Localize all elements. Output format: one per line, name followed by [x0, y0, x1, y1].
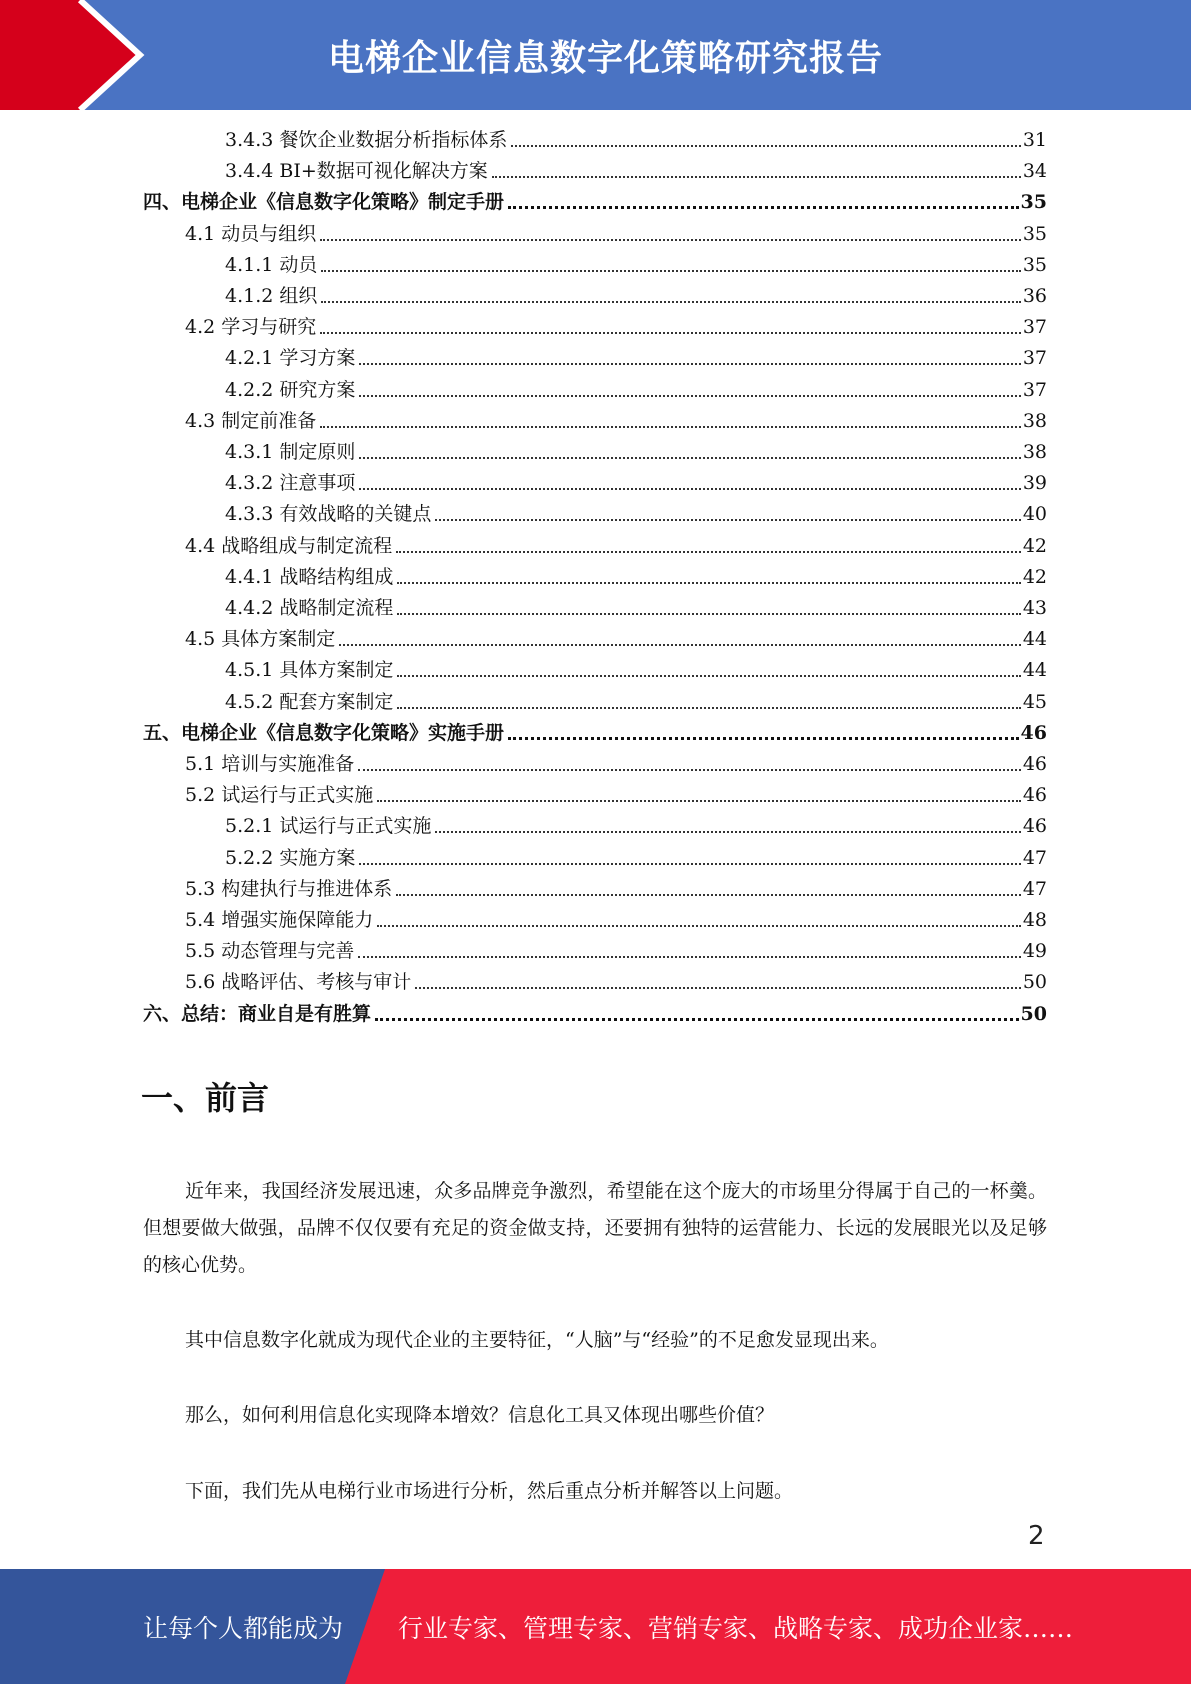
toc-entry-title: 4.3.1 制定原则 [225, 441, 356, 463]
page-number: 2 [1028, 1521, 1045, 1551]
toc-entry-title: 四、电梯企业《信息数字化策略》制定手册 [143, 191, 505, 214]
toc-entry-title: 五、电梯企业《信息数字化策略》实施手册 [143, 721, 505, 744]
toc-dot-leader [508, 737, 1019, 740]
toc-entry-title: 3.4.3 餐饮企业数据分析指标体系 [225, 129, 508, 151]
toc-entry-page: 46 [1022, 753, 1047, 775]
section-heading: 一、前言 [141, 1079, 270, 1117]
toc-entry[interactable] [225, 689, 1047, 715]
toc-entry-title: 4.3.2 注意事项 [225, 472, 356, 495]
toc-dot-leader [358, 769, 1021, 771]
paragraph [143, 1173, 1047, 1284]
toc-entry-title: 4.4.2 战略制定流程 [225, 597, 394, 619]
toc-dot-leader [396, 551, 1021, 553]
toc-entry-page: 48 [1022, 909, 1047, 931]
toc-dot-leader [508, 206, 1019, 209]
toc-entry-page: 38 [1022, 409, 1047, 432]
toc-dot-leader [359, 457, 1020, 459]
toc-dot-leader [359, 488, 1020, 490]
toc-dot-leader [358, 956, 1021, 958]
toc-entry-title: 4.4 战略组成与制定流程 [185, 534, 393, 557]
toc-entry-title: 4.2 学习与研究 [185, 316, 317, 339]
toc-entry-title: 4.4.1 战略结构组成 [225, 565, 394, 588]
toc-entry-page: 34 [1022, 160, 1047, 183]
toc-entry[interactable] [185, 876, 1047, 902]
toc-entry-title: 4.5.2 配套方案制定 [225, 690, 394, 713]
toc-entry[interactable] [225, 283, 1047, 309]
toc-dot-leader [321, 301, 1020, 303]
toc-entry-page: 46 [1020, 721, 1047, 744]
toc-dot-leader [397, 675, 1020, 677]
toc-dot-leader [435, 831, 1020, 833]
footer-slogan-right: 行业专家、管理专家、营销专家、战略专家、成功企业家…… [398, 1613, 1074, 1643]
toc-entry[interactable] [225, 564, 1047, 590]
toc-entry-title: 4.1.1 动员 [225, 253, 318, 276]
toc-entry-page: 39 [1022, 472, 1047, 495]
toc-entry-title: 5.3 构建执行与推进体系 [185, 877, 393, 900]
page-footer [0, 1569, 1191, 1684]
toc-entry[interactable] [185, 938, 1047, 964]
toc-entry-title: 5.4 增强实施保障能力 [185, 909, 374, 931]
page-header [0, 0, 1191, 110]
toc-entry-title: 4.1 动员与组织 [185, 222, 317, 245]
toc-dot-leader [377, 925, 1021, 927]
toc-entry-title: 六、总结：商业自是有胜算 [143, 1002, 372, 1025]
toc-entry-page: 35 [1020, 191, 1047, 214]
toc-dot-leader [320, 239, 1021, 241]
toc-dot-leader [435, 519, 1020, 521]
toc-entry-title: 5.1 培训与实施准备 [185, 753, 355, 775]
toc-entry-page: 37 [1022, 378, 1047, 401]
toc-entry[interactable] [185, 626, 1047, 652]
toc-entry[interactable] [185, 408, 1047, 434]
toc-entry[interactable] [225, 252, 1047, 278]
toc-dot-leader [359, 363, 1020, 365]
toc-entry-page: 36 [1022, 285, 1047, 307]
toc-entry[interactable] [185, 751, 1047, 777]
toc-entry[interactable] [225, 657, 1047, 683]
toc-entry-page: 44 [1022, 659, 1047, 682]
toc-entry[interactable] [225, 127, 1047, 153]
toc-entry-page: 44 [1022, 628, 1047, 651]
toc-entry-page: 37 [1022, 316, 1047, 339]
toc-entry[interactable] [225, 470, 1047, 496]
toc-entry-page: 50 [1022, 971, 1047, 994]
paragraph [143, 1322, 1047, 1359]
toc-entry-title: 4.2.2 研究方案 [225, 378, 356, 401]
toc-entry[interactable] [185, 221, 1047, 247]
toc-entry-page: 37 [1022, 347, 1047, 370]
paragraph [143, 1473, 1047, 1510]
toc-entry[interactable] [225, 158, 1047, 184]
paragraph [143, 1397, 1047, 1434]
toc-entry[interactable] [185, 782, 1047, 808]
toc-entry-page: 46 [1022, 784, 1047, 807]
toc-entry-title: 5.2.1 试运行与正式实施 [225, 815, 432, 838]
toc-dot-leader [359, 395, 1020, 397]
toc-entry-title: 4.5.1 具体方案制定 [225, 659, 394, 682]
toc-entry-page: 42 [1022, 565, 1047, 588]
toc-dot-leader [396, 894, 1021, 896]
toc-entry-title: 4.1.2 组织 [225, 285, 318, 307]
toc-entry-title: 4.3 制定前准备 [185, 409, 317, 432]
toc-entry-page: 47 [1022, 846, 1047, 869]
toc-entry[interactable] [185, 969, 1047, 995]
paragraph-text: 近年来，我国经济发展迅速，众多品牌竞争激烈，希望能在这个庞大的市场里分得属于自己的一杯羹。但想要做大做强，品牌不仅仅要有充足的资金做支持，还要拥有独特的运营能力、长远的发展眼光以及足够的核心优势。 [143, 1180, 1047, 1276]
toc-entry-title: 3.4.4 BI+数据可视化解决方案 [225, 160, 488, 183]
toc-entry-page: 47 [1022, 877, 1047, 900]
toc-entry-page: 46 [1022, 815, 1047, 838]
toc-dot-leader [339, 644, 1021, 646]
toc-dot-leader [377, 800, 1021, 802]
toc-dot-leader [320, 426, 1021, 428]
toc-dot-leader [397, 707, 1020, 709]
toc-dot-leader [415, 987, 1021, 989]
paragraph-text: 其中信息数字化就成为现代企业的主要特征，“人脑”与“经验”的不足愈发显现出来。 [185, 1329, 889, 1351]
toc-entry-page: 31 [1022, 129, 1047, 151]
toc-entry[interactable] [143, 1001, 1047, 1027]
toc-entry[interactable] [185, 314, 1047, 340]
toc-entry-page: 42 [1022, 534, 1047, 557]
toc-dot-leader [397, 613, 1020, 615]
toc-entry-title: 5.2 试运行与正式实施 [185, 784, 374, 807]
toc-entry-title: 5.5 动态管理与完善 [185, 940, 355, 963]
toc-dot-leader [359, 863, 1020, 865]
toc-entry[interactable] [143, 720, 1047, 746]
toc-entry[interactable] [225, 595, 1047, 621]
toc-entry-page: 45 [1022, 690, 1047, 713]
footer-slogan-left: 让每个人都能成为 [143, 1613, 344, 1643]
toc-entry-page: 50 [1020, 1002, 1047, 1025]
toc-entry[interactable] [225, 377, 1047, 403]
toc-entry[interactable] [185, 533, 1047, 559]
toc-dot-leader [320, 332, 1021, 334]
toc-entry-title: 4.3.3 有效战略的关键点 [225, 503, 432, 526]
toc-entry-page: 35 [1022, 222, 1047, 245]
toc-entry[interactable] [225, 501, 1047, 527]
toc-entry-page: 35 [1022, 253, 1047, 276]
toc-entry-title: 5.6 战略评估、考核与审计 [185, 971, 412, 994]
toc-entry-page: 40 [1022, 503, 1047, 526]
toc-entry-title: 5.2.2 实施方案 [225, 846, 356, 869]
toc-entry-page: 38 [1022, 441, 1047, 463]
toc-dot-leader [511, 145, 1020, 147]
toc-entry[interactable] [143, 189, 1047, 215]
toc-entry[interactable] [185, 907, 1047, 933]
toc-entry[interactable] [225, 345, 1047, 371]
toc-entry[interactable] [225, 813, 1047, 839]
toc-entry-title: 4.2.1 学习方案 [225, 347, 356, 370]
toc-entry-title: 4.5 具体方案制定 [185, 628, 336, 651]
paragraph-text: 那么，如何利用信息化实现降本增效？信息化工具又体现出哪些价值？ [185, 1404, 775, 1426]
toc-dot-leader [397, 582, 1020, 584]
toc-entry[interactable] [225, 439, 1047, 465]
toc-dot-leader [375, 1018, 1019, 1021]
toc-entry[interactable] [225, 845, 1047, 871]
report-title: 电梯企业信息数字化策略研究报告 [327, 37, 883, 79]
paragraph-text: 下面，我们先从电梯行业市场进行分析，然后重点分析并解答以上问题。 [185, 1480, 794, 1502]
toc-dot-leader [321, 270, 1020, 272]
toc-dot-leader [492, 176, 1021, 178]
toc-entry-page: 49 [1022, 940, 1047, 963]
toc-entry-page: 43 [1022, 597, 1047, 619]
